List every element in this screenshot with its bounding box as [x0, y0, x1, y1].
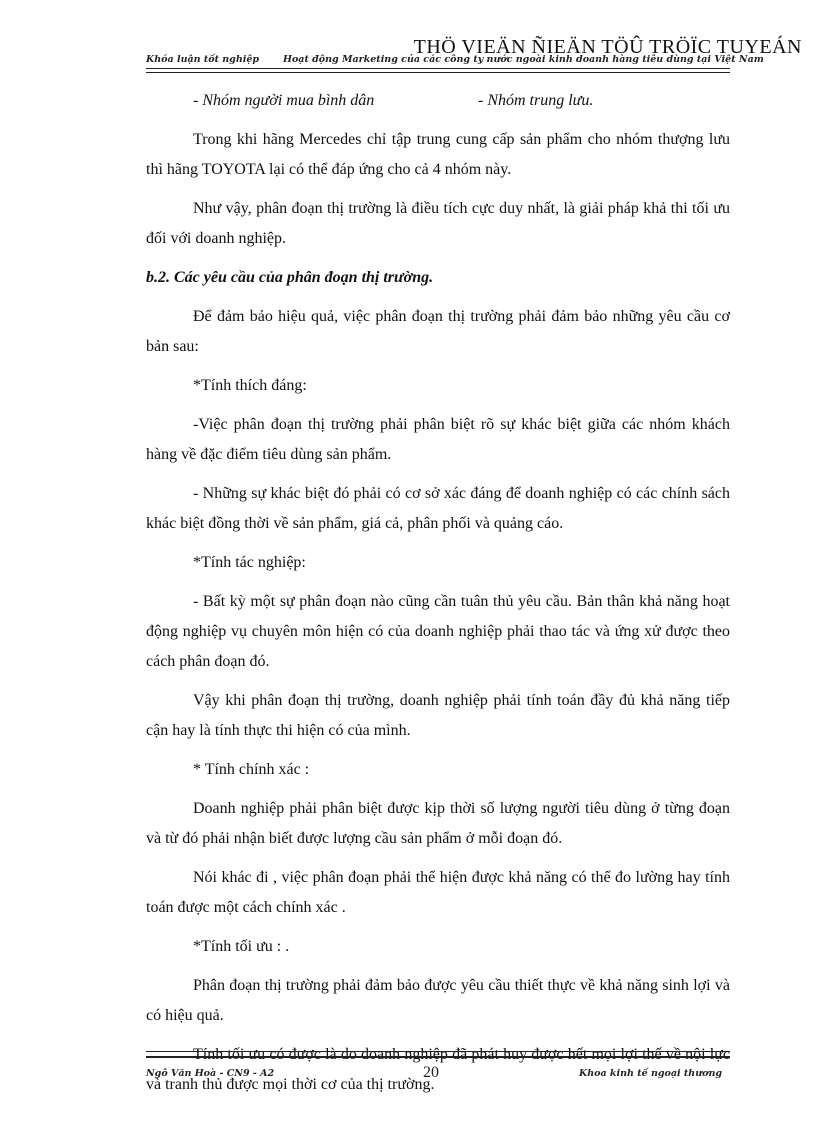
- paragraph: Trong khi hãng Mercedes chỉ tập trung cung cấp sản phẩm cho nhóm thượng lưu thì hãng TOYOTA lại có thể đáp ứng cho cả 4 nhóm này.: [146, 131, 730, 178]
- page-body: [146, 86, 730, 1109]
- page-number: 20: [423, 1064, 439, 1081]
- paragraph: * Tính chính xác :: [193, 761, 310, 778]
- paragraph: Phân đoạn thị trường phải đảm bảo được yêu cầu thiết thực về khả năng sinh lợi và có hiệu quả.: [146, 977, 730, 1024]
- paragraph: Doanh nghiệp phải phân biệt được kịp thời số lượng người tiêu dùng ở từng đoạn và từ đó phải nhận biết được lượng cầu sản phẩm ở mỗi đoạn đó.: [146, 800, 730, 847]
- group-item: - Nhóm người mua bình dân: [193, 92, 375, 109]
- paragraph: Vậy khi phân đoạn thị trường, doanh nghiệp phải tính toán đầy đủ khả năng tiếp cận hay là tính thực thi hiện có của mình.: [146, 692, 730, 739]
- header-right: Hoạt động Marketing của các công ty nước ngoài kinh doanh hàng tiêu dùng tại Việt Nam: [283, 54, 764, 65]
- paragraph: - Những sự khác biệt đó phải có cơ sở xác đáng để doanh nghiệp có các chính sách khác biệt đồng thời về sản phẩm, giá cả, phân phối và quảng cáo.: [146, 485, 730, 532]
- paragraph: - Bất kỳ một sự phân đoạn nào cũng cần tuân thủ yêu cầu. Bản thân khả năng hoạt động nghiệp vụ chuyên môn hiện có của doanh nghiệp phải thao tác và ứng xử được theo cách phân đoạn đó.: [146, 593, 730, 670]
- header-rule: [146, 68, 730, 73]
- group-item: - Nhóm trung lưu.: [478, 92, 594, 109]
- paragraph: *Tính tác nghiệp:: [193, 554, 306, 571]
- watermark-text: THÖ VIEÄN ÑIEÄN TÖÛ TRÖÏC TUYEÁN: [413, 36, 802, 58]
- footer-author: Ngô Văn Hoà - CN9 - A2: [146, 1068, 275, 1079]
- footer-department: Khoa kinh tế ngoại thương: [578, 1068, 722, 1079]
- paragraph: Tính tối ưu có được là do doanh nghiệp đã phát huy được hết mọi lợi thế về nội lực và tranh thủ được mọi thời cơ của thị trường.: [146, 1046, 730, 1093]
- header-left: Khóa luận tốt nghiệp: [146, 54, 260, 65]
- footer-rule: [146, 1051, 730, 1058]
- paragraph: *Tính tối ưu : .: [193, 938, 290, 955]
- customer-groups: [146, 86, 730, 116]
- paragraph: Nói khác đi , việc phân đoạn phải thể hiện được khả năng có thể đo lường hay tính toán được một cách chính xác .: [146, 869, 730, 916]
- paragraph: Để đảm bảo hiệu quả, việc phân đoạn thị trường phải đảm bảo những yêu cầu cơ bản sau:: [146, 308, 730, 355]
- paragraph: *Tính thích đáng:: [193, 377, 307, 394]
- page-header: [146, 54, 764, 68]
- paragraph: Như vậy, phân đoạn thị trường là điều tích cực duy nhất, là giải pháp khả thi tối ưu đối với doanh nghiệp.: [146, 200, 730, 247]
- paragraph: -Việc phân đoạn thị trường phải phân biệt rõ sự khác biệt giữa các nhóm khách hàng về đặc điểm tiêu dùng sản phẩm.: [146, 416, 730, 463]
- section-heading: b.2. Các yêu cầu của phân đoạn thị trường.: [146, 269, 434, 286]
- page-footer: [146, 1064, 730, 1088]
